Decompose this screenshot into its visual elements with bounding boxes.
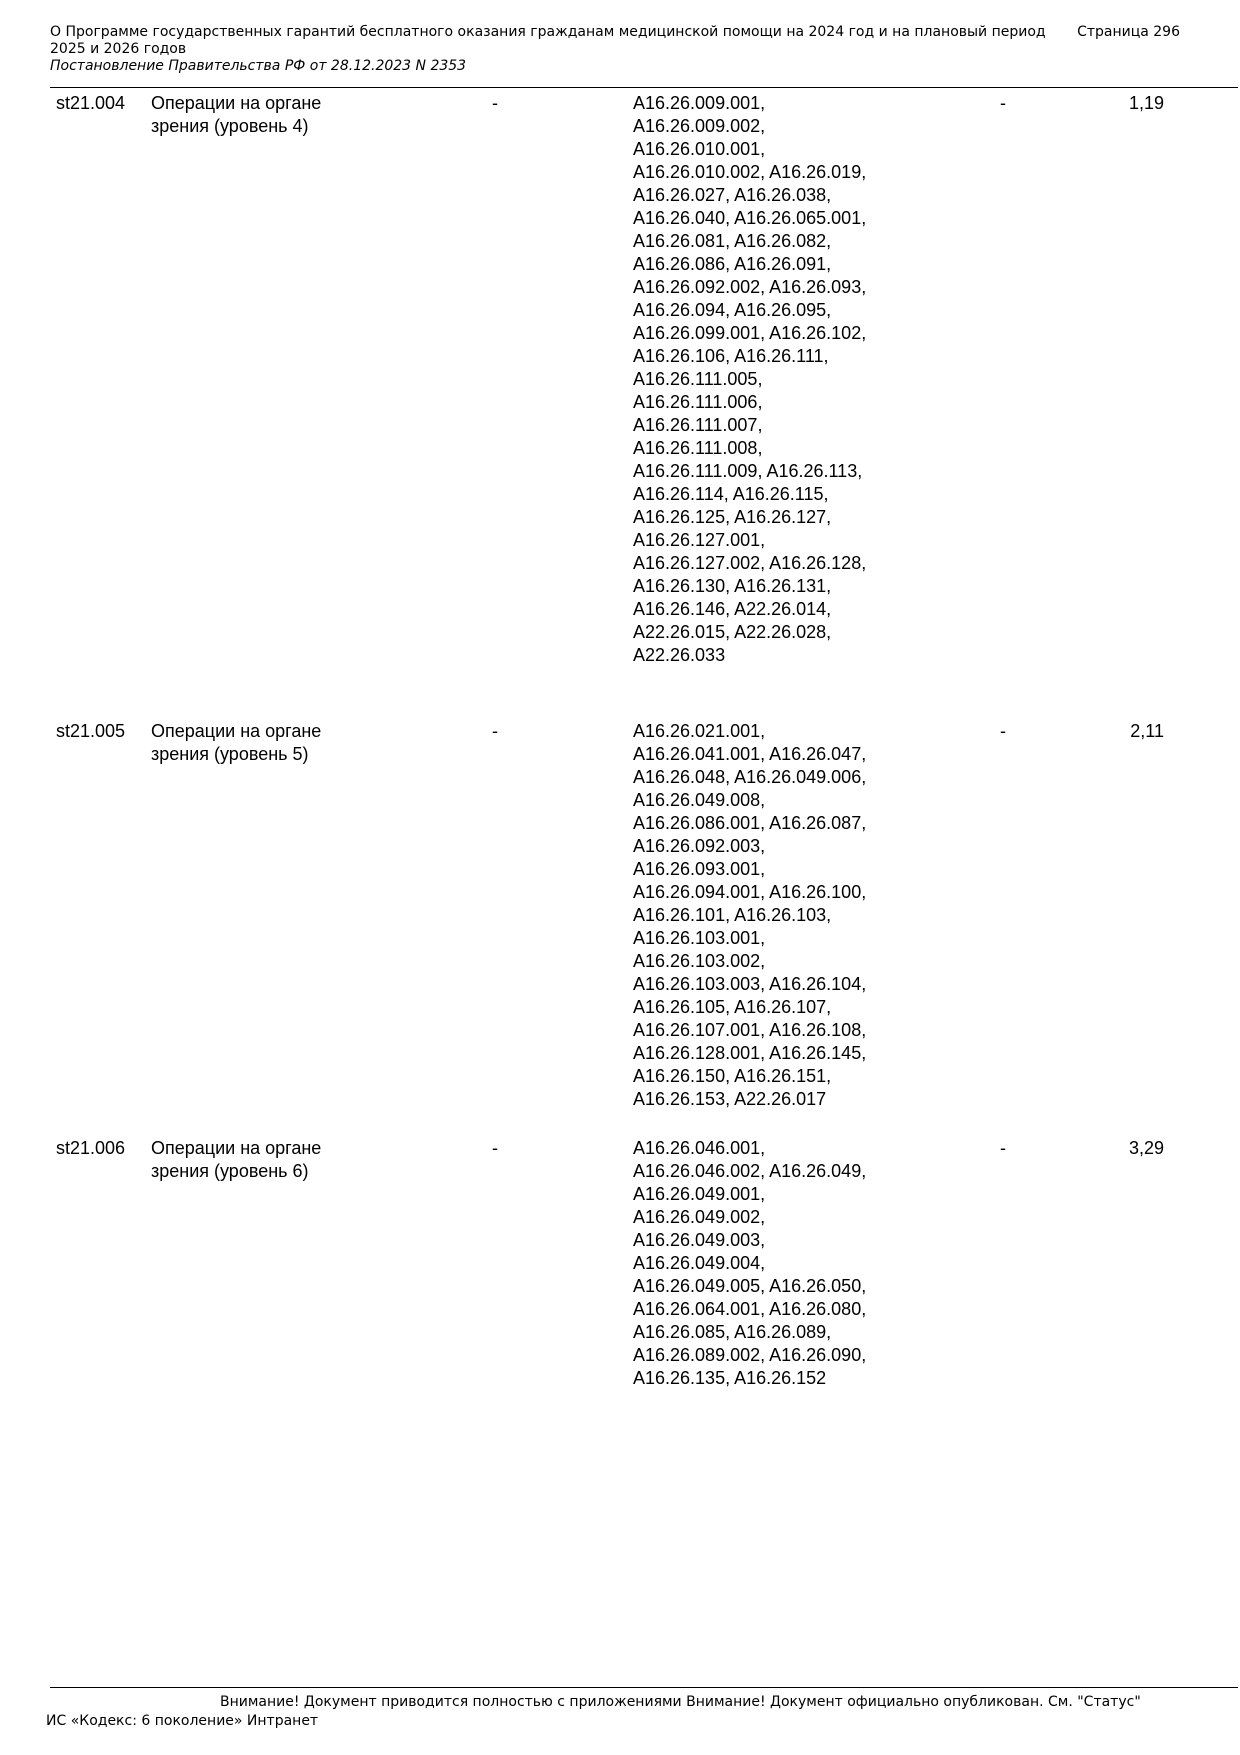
operation-codes-line: A16.26.111.008, bbox=[633, 438, 763, 458]
operation-codes-line: A16.26.021.001, bbox=[633, 721, 766, 741]
row-coefficient: 1,19 bbox=[1128, 93, 1164, 113]
operation-codes-line: A16.26.086.001, A16.26.087, bbox=[633, 813, 867, 833]
page-header bbox=[50, 24, 1180, 75]
operation-codes-line: A16.26.111.009, A16.26.113, bbox=[633, 461, 863, 481]
row-empty-value: - bbox=[1000, 1138, 1006, 1158]
page-number: Страница 296 bbox=[1077, 24, 1180, 40]
operation-codes-line: A16.26.125, A16.26.127, bbox=[633, 507, 832, 527]
footer-source: ИС «Кодекс: 6 поколение» Интранет bbox=[46, 1713, 319, 1729]
operation-codes-line: A16.26.027, A16.26.038, bbox=[633, 185, 832, 205]
operation-codes-line: A16.26.049.001, bbox=[633, 1184, 766, 1204]
row-operations bbox=[633, 1137, 903, 1390]
operation-codes-line: A16.26.107.001, A16.26.108, bbox=[633, 1020, 867, 1040]
operation-codes-line: A16.26.089.002, A16.26.090, bbox=[633, 1345, 867, 1365]
operation-codes-line: A16.26.105, A16.26.107, bbox=[633, 997, 832, 1017]
row-empty-value: - bbox=[1000, 93, 1006, 113]
operation-codes-line: A16.26.153, A22.26.017 bbox=[633, 1089, 827, 1109]
operation-codes-line: A16.26.009.002, bbox=[633, 116, 766, 136]
operation-codes-line: A16.26.101, A16.26.103, bbox=[633, 905, 832, 925]
row-empty-value: - bbox=[1000, 721, 1006, 741]
row-code: st21.004 bbox=[56, 93, 126, 113]
row-empty-value: - bbox=[492, 721, 498, 741]
operation-codes-line: A16.26.130, A16.26.131, bbox=[633, 576, 832, 596]
operation-codes-line: A16.26.127.002, A16.26.128, bbox=[633, 553, 867, 573]
operation-codes-line: A16.26.103.003, A16.26.104, bbox=[633, 974, 867, 994]
row-coefficient: 2,11 bbox=[1130, 721, 1164, 741]
operation-codes-line: A16.26.010.002, A16.26.019, bbox=[633, 162, 867, 182]
operation-codes-line: A16.26.048, A16.26.049.006, bbox=[633, 767, 867, 787]
footer-notice: Внимание! Документ приводится полностью с приложениями Внимание! Документ официально опубликован. См. "Статус" bbox=[220, 1694, 1141, 1710]
operation-codes-line: A16.26.049.005, A16.26.050, bbox=[633, 1276, 867, 1296]
operation-codes-line: A22.26.033 bbox=[633, 645, 726, 665]
row-operations bbox=[633, 92, 903, 667]
operation-codes-line: A16.26.150, A16.26.151, bbox=[633, 1066, 832, 1086]
operation-codes-line: A16.26.086, A16.26.091, bbox=[633, 254, 832, 274]
operation-codes-line: A16.26.106, A16.26.111, bbox=[633, 346, 829, 366]
operation-codes-line: A16.26.099.001, A16.26.102, bbox=[633, 323, 867, 343]
row-name: Операции на органе зрения (уровень 5) bbox=[151, 721, 322, 764]
operation-codes-line: A22.26.015, A22.26.028, bbox=[633, 622, 832, 642]
operation-codes-line: A16.26.049.008, bbox=[633, 790, 766, 810]
operation-codes-line: A16.26.111.006, bbox=[633, 392, 763, 412]
row-name: Операции на органе зрения (уровень 6) bbox=[151, 1138, 322, 1181]
operation-codes-line: A16.26.103.001, bbox=[633, 928, 766, 948]
operation-codes-line: A16.26.049.002, bbox=[633, 1207, 766, 1227]
operation-codes-line: A16.26.128.001, A16.26.145, bbox=[633, 1043, 867, 1063]
row-code: st21.005 bbox=[56, 721, 126, 741]
operation-codes-line: A16.26.046.001, bbox=[633, 1138, 766, 1158]
footer-divider bbox=[50, 1687, 1238, 1688]
row-coefficient: 3,29 bbox=[1128, 1138, 1164, 1158]
operation-codes-line: A16.26.135, A16.26.152 bbox=[633, 1368, 827, 1388]
operation-codes-line: A16.26.114, A16.26.115, bbox=[633, 484, 829, 504]
header-divider bbox=[50, 87, 1238, 88]
operation-codes-line: A16.26.111.007, bbox=[633, 415, 763, 435]
row-name: Операции на органе зрения (уровень 4) bbox=[151, 93, 322, 136]
operation-codes-line: A16.26.085, A16.26.089, bbox=[633, 1322, 832, 1342]
decree-reference: Постановление Правительства РФ от 28.12.2023 N 2353 bbox=[50, 58, 467, 74]
operation-codes-line: A16.26.041.001, A16.26.047, bbox=[633, 744, 867, 764]
operation-codes-line: A16.26.103.002, bbox=[633, 951, 766, 971]
row-operations bbox=[633, 720, 903, 1111]
row-empty-value: - bbox=[492, 1138, 498, 1158]
operation-codes-line: A16.26.093.001, bbox=[633, 859, 766, 879]
operation-codes-line: A16.26.009.001, bbox=[633, 93, 766, 113]
row-code: st21.006 bbox=[56, 1138, 126, 1158]
operation-codes-line: A16.26.111.005, bbox=[633, 369, 763, 389]
operation-codes-line: A16.26.049.003, bbox=[633, 1230, 766, 1250]
operation-codes-line: A16.26.010.001, bbox=[633, 139, 766, 159]
document-title: О Программе государственных гарантий бесплатного оказания гражданам медицинской помощи на 2024 год и на плановый период 2025 и 2026 годов bbox=[50, 24, 1046, 57]
operation-codes-line: A16.26.094.001, A16.26.100, bbox=[633, 882, 867, 902]
operation-codes-line: A16.26.049.004, bbox=[633, 1253, 766, 1273]
operation-codes-line: A16.26.064.001, A16.26.080, bbox=[633, 1299, 867, 1319]
operation-codes-line: A16.26.146, A22.26.014, bbox=[633, 599, 832, 619]
operation-codes-line: A16.26.046.002, A16.26.049, bbox=[633, 1161, 867, 1181]
operation-codes-line: A16.26.092.003, bbox=[633, 836, 766, 856]
operation-codes-line: A16.26.092.002, A16.26.093, bbox=[633, 277, 867, 297]
row-empty-value: - bbox=[492, 93, 498, 113]
operation-codes-line: A16.26.040, A16.26.065.001, bbox=[633, 208, 867, 228]
operation-codes-line: A16.26.081, A16.26.082, bbox=[633, 231, 832, 251]
operation-codes-line: A16.26.094, A16.26.095, bbox=[633, 300, 832, 320]
operation-codes-line: A16.26.127.001, bbox=[633, 530, 766, 550]
